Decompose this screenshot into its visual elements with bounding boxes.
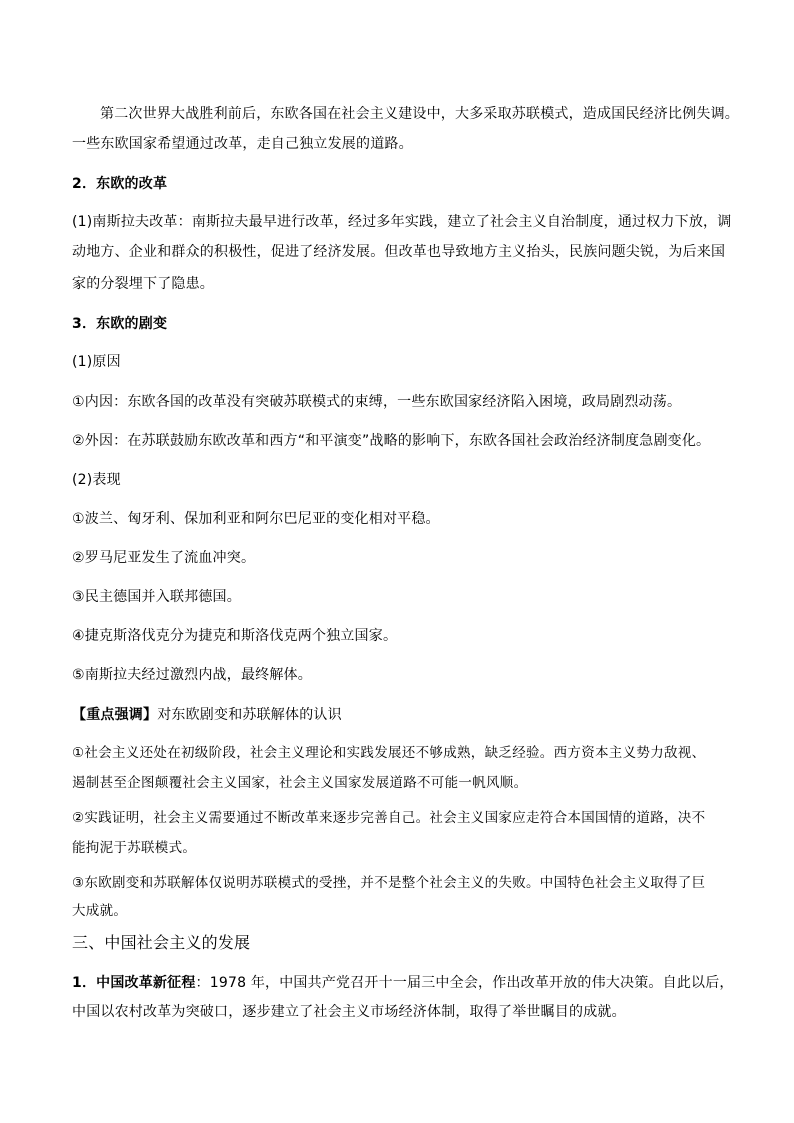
emphasis-bracket-label: 【重点强调】 — [72, 707, 158, 723]
intro-line-1: 第二次世界大战胜利前后，东欧各国在社会主义建设中，大多采取苏联模式，造成国民经济比例失调。 — [100, 106, 739, 122]
external-cause: ②外因：在苏联鼓励东欧改革和西方“和平演变”战略的影响下，东欧各国社会政治经济制度急剧变化。 — [72, 433, 711, 449]
manifestations-label: (2)表现 — [72, 472, 121, 488]
part-3-heading: 三、中国社会主义的发展 — [72, 933, 251, 952]
yugoslavia-reform-line-1: (1)南斯拉夫改革：南斯拉夫最早进行改革，经过多年实践，建立了社会主义自治制度，通过权力下放，调 — [72, 214, 732, 230]
causes-label: (1)原因 — [72, 354, 121, 370]
emphasis-point-2-line-2: 能拘泥于苏联模式。 — [72, 840, 197, 856]
manifestation-item: ①波兰、匈牙利、保加利亚和阿尔巴尼亚的变化相对平稳。 — [72, 511, 440, 527]
yugoslavia-reform-line-3: 家的分裂埋下了隐患。 — [72, 276, 214, 292]
emphasis-point-1-line-2: 遏制甚至企图颠覆社会主义国家，社会主义国家发展道路不可能一帆风顺。 — [72, 775, 528, 791]
intro-line-2: 一些东欧国家希望通过改革，走自己独立发展的道路。 — [72, 136, 413, 152]
section-2-heading: 2．东欧的改革 — [72, 176, 168, 192]
emphasis-point-3-line-1: ③东欧剧变和苏联解体仅说明苏联模式的受挫，并不是整个社会主义的失败。中国特色社会主义取得了巨 — [72, 875, 706, 891]
emphasis-point-1-line-1: ①社会主义还处在初级阶段，社会主义理论和实践发展还不够成熟，缺乏经验。西方资本主义势力敌视、 — [72, 745, 706, 761]
china-reform-line-1 — [72, 973, 732, 993]
manifestation-item: ③民主德国并入联邦德国。 — [72, 589, 241, 605]
section-3-heading: 3．东欧的剧变 — [72, 316, 168, 332]
emphasis-heading — [72, 705, 732, 725]
manifestation-item: ④捷克斯洛伐克分为捷克和斯洛伐克两个独立国家。 — [72, 628, 398, 644]
internal-cause: ①内因：东欧各国的改革没有突破苏联模式的束缚，一些东欧国家经济陷入困境，政局剧烈动荡。 — [72, 394, 682, 410]
manifestation-item: ②罗马尼亚发生了流血冲突。 — [72, 550, 256, 566]
emphasis-point-2-line-1: ②实践证明，社会主义需要通过不断改革来逐步完善自己。社会主义国家应走符合本国国情的道路，决不 — [72, 810, 706, 826]
yugoslavia-reform-line-2: 动地方、企业和群众的积极性，促进了经济发展。但改革也导致地方主义抬头，民族问题尖锐，为后来国 — [72, 244, 726, 260]
emphasis-point-3-line-2: 大成就。 — [72, 903, 128, 919]
china-reform-line-2: 中国以农村改革为突破口，逐步建立了社会主义市场经济体制，取得了举世瞩目的成就。 — [72, 1004, 626, 1020]
china-reform-text: ：1978 年，中国共产党召开十一届三中全会，作出改革开放的伟大决策。自此以后， — [195, 975, 734, 991]
china-reform-label: 1．中国改革新征程 — [72, 975, 196, 991]
manifestation-item: ⑤南斯拉夫经过激烈内战，最终解体。 — [72, 667, 312, 683]
emphasis-title: 对东欧剧变和苏联解体的认识 — [157, 707, 342, 723]
